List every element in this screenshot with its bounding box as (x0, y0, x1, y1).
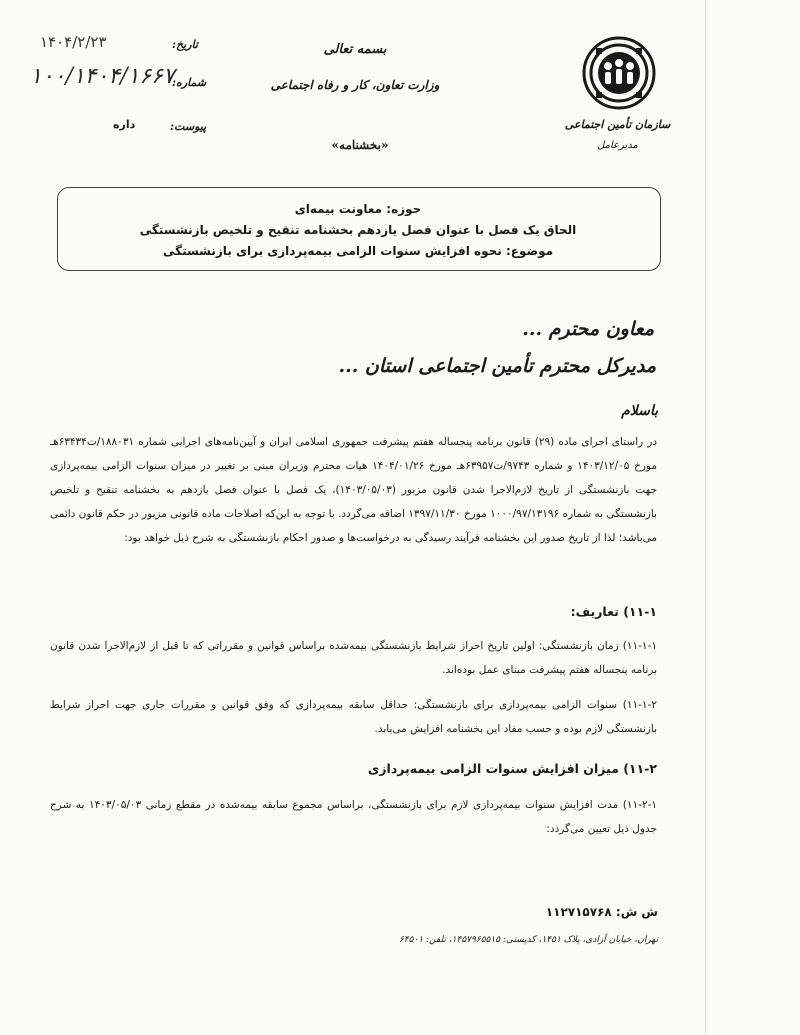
bismillah: بسمه تعالی (323, 42, 387, 57)
date-value: ۱۴۰۴/۲/۲۳ (40, 33, 107, 51)
salutation-deputy: معاون محترم ... (522, 318, 654, 340)
increase-heading: ۱۱-۲) میزان افزایش سنوات الزامی بیمه‌پردازی (367, 761, 657, 776)
number-value: ۱۰۰/۱۴۰۴/۱۶۶۷ (30, 64, 175, 89)
date-label: تاریخ: (172, 38, 198, 51)
salutation-director: مدیرکل محترم تأمین اجتماعی استان ... (338, 355, 656, 377)
org-name: سازمان تأمین اجتماعی (564, 118, 671, 131)
attachment-label: پیوست: (170, 120, 207, 133)
definition-2: ۱۱-۱-۲) سنوات الزامی بیمه‌پردازی برای بازنشستگی: حداقل سابقه بیمه‌پردازی که وفق قوانین و مقررات جاری جهت احراز شرایط بازنشستگی لازم بوده و حسب مفاد این بخشنامه افزایش می‌یابد. (50, 699, 657, 735)
scan-edge-line (705, 0, 706, 1035)
ministry-name: وزارت تعاون، کار و رفاه اجتماعی (270, 78, 440, 92)
increase-1: ۱۱-۲-۱) مدت افزایش سنوات بیمه‌پردازی لازم برای بازنشستگی، براساس مجموع سابقه بیمه‌شده در مقطع زمانی ۱۴۰۳/۰۵/۰۳ به شرح جدول ذیل تعیین می‌گردد: (50, 799, 658, 835)
circular-title: «بخشنامه» (331, 138, 389, 152)
attachment-value: داره (113, 118, 136, 131)
org-subtitle: مدیرعامل (597, 140, 638, 151)
greeting: باسلام (621, 403, 658, 419)
subject-topic: موضوع: نحوه افزایش سنوات الزامی بیمه‌پردازی برای بازنشستگی (162, 244, 554, 258)
definition-1: ۱۱-۱-۱) زمان بازنشستگی: اولین تاریخ احراز شرایط بازنشستگی بیمه‌شده براساس قوانین و مقرراتی که تا قبل از لازم‌الاجرا شدن قانون برنامه پنجساله هفتم پیشرفت مبنای عمل بوده‌اند. (50, 640, 657, 676)
subject-area: حوزه: معاونت بیمه‌ای (294, 202, 422, 216)
subject-addition: الحاق یک فصل با عنوان فصل یازدهم بخشنامه تنقیح و تلخیص بازنشستگی (139, 223, 577, 237)
footer-address: تهران، خیابان آزادی، پلاک ۱۴۵۱، کدپستی: ۱۴۵۷۹۶۵۵۱۵، تلفن: ۶۴۵۰۱ (398, 935, 658, 945)
social-security-logo (582, 36, 656, 110)
intro-paragraph: در راستای اجرای ماده (۲۹) قانون برنامه پنجساله هفتم پیشرفت جمهوری اسلامی ایران و آیین‌نامه‌های اجرایی شماره ۱۸۸۰۳۱/ت۶۳۴۳۴هـ مورخ ۱۴۰۳/۱۲/۰۵ و شماره ۹۷۴۳/ت۶۳۹۵۷هـ مورخ ۱۴۰۴/۰۱/۲۶ هیات محترم وزیران مبنی بر تغییر در میزان سنوات الزامی بیمه‌پردازی جهت بازنشستگی از تاریخ لازم‌الاجرا شدن قانون مزبور (۱۴۰۳/۰۵/۰۳)، یک فصل با عنوان فصل یازدهم به بخشنامه تنقیح و تلخیص بازنشستگی به شماره ۱۰۰۰/۹۷/۱۳۱۹۶ مورخ ۱۳۹۷/۱۱/۳۰ اضافه می‌گردد. با توجه به این‌که اصلاحات ماده قانونی مزبور در حکم قانون دائمی می‌باشد؛ لذا از تاریخ صدور این بخشنامه فرآیند رسیدگی به درخواست‌ها و صدور احکام بازنشستگی به شرح ذیل خواهد بود: (50, 436, 658, 544)
tracking-code: ش ش: ۱۱۲۷۱۵۷۶۸ (545, 905, 658, 919)
number-label: شماره: (172, 76, 207, 89)
definitions-heading: ۱۱-۱) تعاریف: (570, 604, 657, 619)
